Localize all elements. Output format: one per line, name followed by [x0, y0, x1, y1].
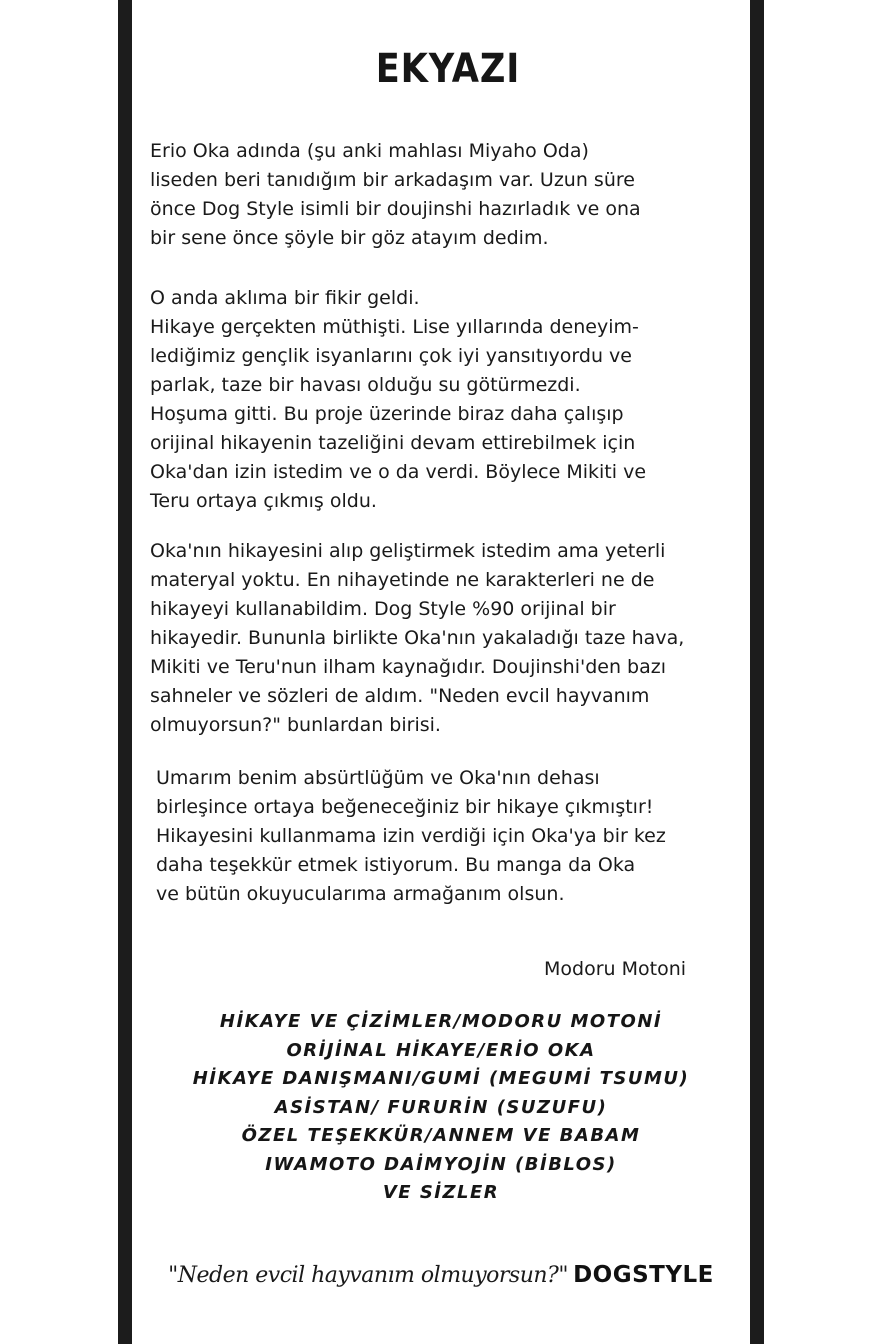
text-line: Teru ortaya çıkmış oldu.	[150, 490, 377, 512]
footer-quote: "Neden evcil hayvanım olmuyorsun?"	[168, 1263, 568, 1288]
text-line: önce Dog Style isimli bir doujinshi hazırladık ve ona	[150, 198, 641, 220]
text-line: orijinal hikayenin tazeliğini devam ettirebilmek için	[150, 432, 636, 454]
text-line: Hoşuma gitti. Bu proje üzerinde biraz daha çalışıp	[150, 403, 624, 425]
text-line: parlak, taze bir havası olduğu su götürmezdi.	[150, 374, 581, 396]
footer-brand: DOGSTYLE	[573, 1262, 714, 1288]
text-line: O anda aklıma bir fikir geldi.	[150, 287, 420, 309]
text-line: Erio Oka adında (şu anki mahlası Miyaho Oda)	[150, 140, 589, 162]
credit-line: ÖZEL TEŞEKKÜR/ANNEM VE BABAM	[241, 1125, 641, 1146]
text-line: hikayeyi kullanabildim. Dog Style %90 orijinal bir	[150, 598, 616, 620]
text-line: Mikiti ve Teru'nun ilham kaynağıdır. Doujinshi'den bazı	[150, 656, 666, 678]
text-line: Hikayesini kullanmama izin verdiği için Oka'ya bir kez	[156, 825, 666, 847]
paragraph-3	[150, 537, 730, 740]
text-line: Hikaye gerçekten müthişti. Lise yıllarında deneyim-	[150, 316, 639, 338]
paragraph-1	[150, 137, 730, 253]
text-line: lediğimiz gençlik isyanlarını çok iyi yansıtıyordu ve	[150, 345, 632, 367]
text-line: liseden beri tanıdığım bir arkadaşım var. Uzun süre	[150, 169, 635, 191]
text-line: materyal yoktu. En nihayetinde ne karakterleri ne de	[150, 569, 655, 591]
credit-line: IWAMOTO DAİMYOJİN (BİBLOS)	[265, 1153, 617, 1175]
text-line: ve bütün okuyucularıma armağanım olsun.	[156, 883, 565, 905]
text-line: daha teşekkür etmek istiyorum. Bu manga da Oka	[156, 854, 636, 876]
text-line: Oka'dan izin istedim ve o da verdi. Böylece Mikiti ve	[150, 461, 647, 483]
text-line: sahneler ve sözleri de aldım. "Neden evcil hayvanım	[150, 685, 650, 707]
text-line: hikayedir. Bununla birlikte Oka'nın yakaladığı taze hava,	[150, 627, 685, 649]
page-border-left	[118, 0, 132, 1344]
text-line: Oka'nın hikayesini alıp geliştirmek istedim ama yeterli	[150, 540, 666, 562]
credit-line: HİKAYE VE ÇİZİMLER/MODORU MOTONİ	[219, 1011, 663, 1032]
text-line: olmuyorsun?" bunlardan birisi.	[150, 714, 441, 736]
text-line: birleşince ortaya beğeneceğiniz bir hikaye çıkmıştır!	[156, 796, 654, 818]
paragraph-2	[150, 284, 730, 516]
text-line: Umarım benim absürtlüğüm ve Oka'nın dehası	[156, 767, 600, 789]
text-line: bir sene önce şöyle bir göz atayım dedim.	[150, 227, 549, 249]
credit-line: HİKAYE DANIŞMANI/GUMİ (MEGUMİ TSUMU)	[192, 1068, 690, 1089]
credit-line: ASİSTAN/ FURURİN (SUZUFU)	[274, 1096, 608, 1118]
paragraph-4	[156, 764, 736, 909]
credits-list	[132, 1008, 750, 1208]
author-signature: Modoru Motoni	[544, 958, 687, 980]
footer-tagline	[132, 1262, 750, 1288]
page-border-right	[750, 0, 764, 1344]
page-title: EKYAZI	[375, 46, 521, 92]
credit-line: ORİJİNAL HİKAYE/ERİO OKA	[286, 1039, 596, 1061]
credit-line: VE SİZLER	[382, 1182, 500, 1203]
